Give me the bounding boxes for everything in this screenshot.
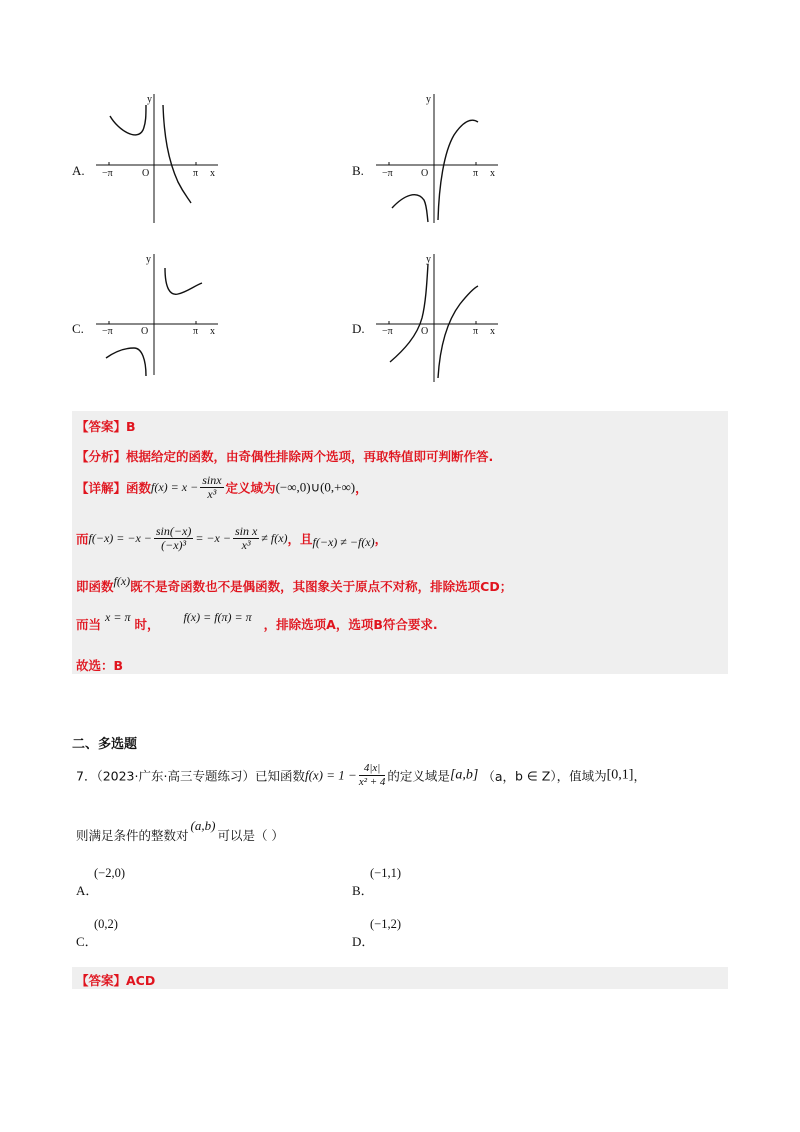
neg-pi-label: −π [102,168,113,179]
line4-shi: 时， [134,617,160,632]
domain-value: (−∞,0)∪(0,+∞) [275,479,356,495]
detail-line-2 [76,525,387,552]
origin-label: O [142,168,150,179]
comma: ， [355,480,368,496]
graph-option-b [372,90,502,225]
answer-box-2 [72,967,728,989]
detail-label: 【详解】函数 [76,480,152,496]
choice-value: (−1,1) [370,866,401,880]
line4-rest: ，排除选项A，选项B符合要求. [263,617,438,632]
fraction-numerator: 4|x| [359,762,386,776]
choice-d[interactable] [352,917,401,950]
pi-label: π [193,326,199,337]
choice-a[interactable] [76,866,125,899]
graph-option-a [92,90,222,225]
analysis-text: 【分析】根据给定的函数，由奇偶性排除两个选项，再取特值即可判断作答. [76,449,494,464]
final-answer: 故选：B [76,658,124,673]
x-axis-label: x [210,168,215,179]
y-axis-label: y [147,94,152,105]
y-axis-label: y [426,94,431,105]
fraction-denominator: x² + 4 [358,776,386,788]
x-axis-label: x [490,326,495,337]
choice-letter: A． [76,883,99,898]
line3-rest: 既不是奇函数也不是偶函数，其图象关于原点不对称，排除选项CD； [130,579,513,594]
graph-option-d [372,250,502,385]
choice-value: (−2,0) [94,866,125,880]
f-neg-x: f(−x) = −x − [88,531,152,545]
sin-x-fraction [233,525,259,552]
sinx-over-x3 [200,474,223,501]
option-b-letter: B. [352,163,364,178]
pi-label: π [193,168,199,179]
f-pi-equation: f(x) = f(π) = π [183,610,252,624]
condition-b: b ∈ Z），值域为 [515,768,607,784]
origin-label: O [421,168,429,179]
detail-line-1 [76,474,368,501]
choice-letter: C． [76,934,98,949]
comma: ， [374,531,388,547]
fraction-denominator: x³ [241,538,251,552]
choice-c[interactable] [76,917,118,950]
x-equals-pi: x = π [105,610,131,624]
choice-b[interactable] [352,866,401,899]
pair-ab: (a,b) [190,818,216,833]
fx-expression: f(x) = 1 − [304,767,357,783]
option-a-letter: A. [72,163,85,178]
origin-label: O [421,326,429,337]
not-equal-fx: ≠ f(x) [261,531,288,545]
neg-pi-label: −π [382,326,393,337]
detail-line-4 [76,610,438,633]
question-number: 7． [76,768,97,784]
line2-start: 则满足条件的整数对 [76,828,189,843]
fraction-numerator: sinx [202,473,222,487]
question-comma: ， [633,768,646,784]
pi-label: π [473,168,479,179]
fraction-denominator: x³ [207,487,217,501]
detail-line-3 [76,576,512,595]
line4-start: 而当 [76,617,102,632]
fraction-numerator: sin x [234,524,258,538]
neg-pi-label: −π [102,326,113,337]
choice-letter: D． [352,934,375,949]
qie-label: ，且 [287,531,313,547]
equation-middle: = −x − [195,531,231,545]
line3-start: 即函数 [76,579,114,594]
fx-definition: f(x) = x − [151,480,199,494]
range-interval: [0,1] [606,767,634,783]
option-d-letter: D. [352,321,365,336]
graph-option-c [92,250,222,380]
sin-neg-x-fraction [154,525,193,552]
fraction-numerator: sin(−x) [155,524,192,538]
section-heading: 二、多选题 [72,737,138,752]
choice-value: (0,2) [94,917,118,931]
er-label: 而 [76,531,89,547]
line2-end: 可以是（ ） [217,828,284,843]
choice-value: (−1,2) [370,917,401,931]
pi-label: π [473,326,479,337]
origin-label: O [141,326,149,337]
fraction-denominator: (−x)³ [161,538,187,552]
question-7-line-2 [76,818,284,844]
neg-pi-label: −π [382,168,393,179]
answer-label: 【答案】B [76,419,136,434]
condition-a: （a， [482,768,516,784]
answer-label-2: 【答案】ACD [76,973,156,988]
fx-symbol: f(x) [113,574,131,588]
choice-letter: B． [352,883,374,898]
interval-ab: [a,b] [449,767,479,783]
fraction-4abs-x [359,762,386,789]
question-mid: 的定义域是 [387,768,450,784]
option-c-letter: C. [72,321,84,336]
question-7-line-1 [76,762,646,789]
domain-label: 定义域为 [225,480,276,496]
x-axis-label: x [210,326,215,337]
x-axis-label: x [490,168,495,179]
inequality: f(−x) ≠ −f(x) [312,535,375,549]
y-axis-label: y [426,254,431,265]
y-axis-label: y [146,254,151,265]
question-source: （2023·广东·高三专题练习）已知函数 [96,768,305,784]
